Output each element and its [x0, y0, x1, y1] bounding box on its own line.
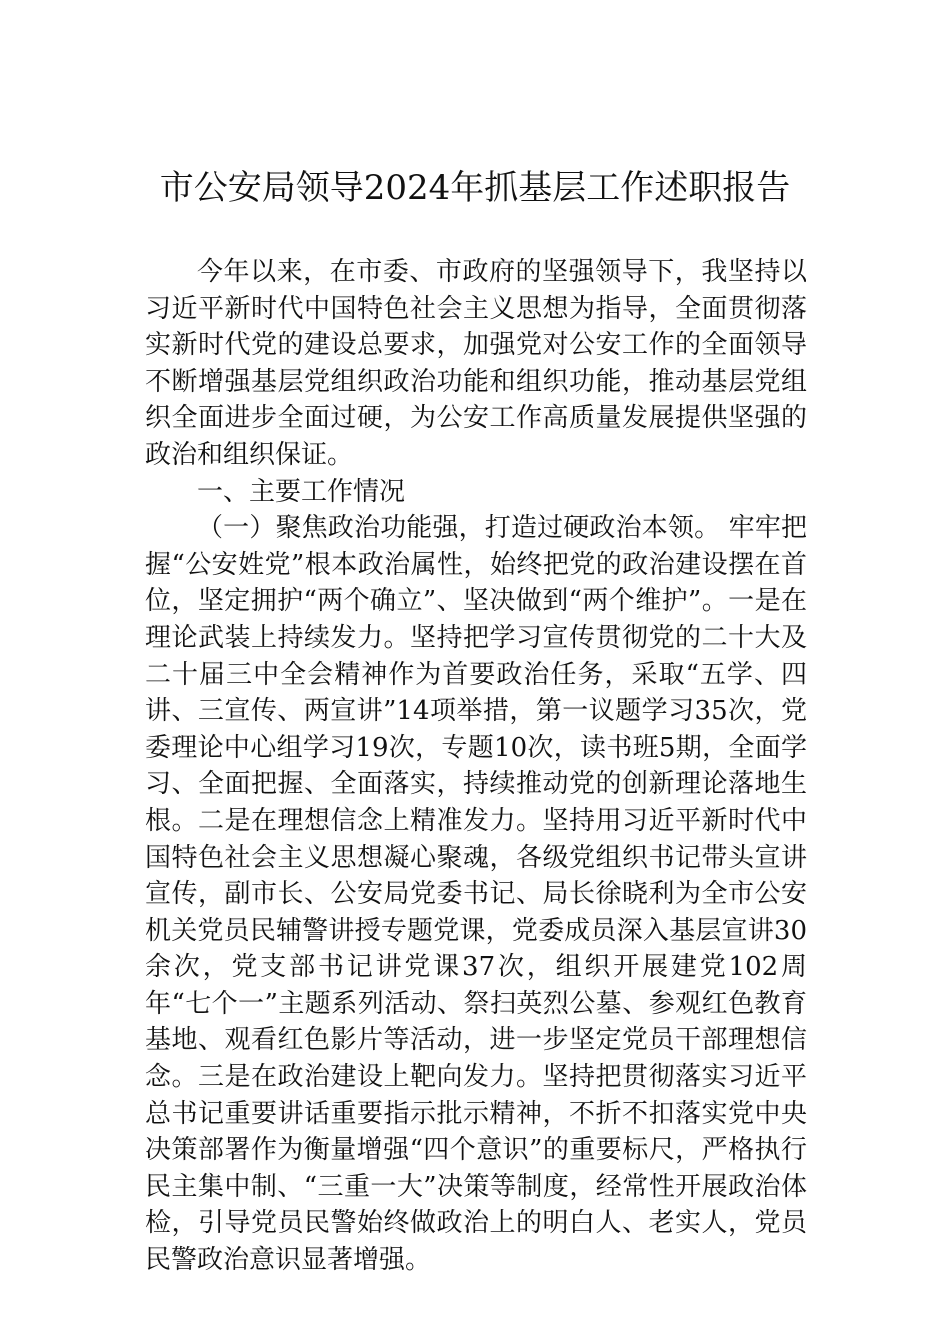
- intro-paragraph: 今年以来，在市委、市政府的坚强领导下，我坚持以习近平新时代中国特色社会主义思想为指导，全面贯彻落实新时代党的建设总要求，加强党对公安工作的全面领导不断增强基层党组织政治功能和组织功能，推动基层党组织全面进步全面过硬，为公安工作高质量发展提供坚强的政治和组织保证。: [145, 257, 807, 470]
- section-paragraph: （一）聚焦政治功能强，打造过硬政治本领。 牢牢把握“公安姓党”根本政治属性，始终把党的政治建设摆在首位，坚定拥护“两个确立”、坚决做到“两个维护”。一是在理论武装上持续发力。坚持把学习宣传贯彻党的二十大及二十届三中全会精神作为首要政治任务，采取“五学、四讲、三宣传、两宣讲”14项举措，第一议题学习35次，党委理论中心组学习19次，专题10次，读书班5期，全面学习、全面把握、全面落实，持续推动党的创新理论落地生根。二是在理想信念上精准发力。坚持用习近平新时代中国特色社会主义思想凝心聚魂，各级党组织书记带头宣讲宣传，副市长、公安局党委书记、局长徐晓利为全市公安机关党员民辅警讲授专题党课，党委成员深入基层宣讲30余次，党支部书记讲党课37次，组织开展建党102周年“七个一”主题系列活动、祭扫英烈公墓、参观红色教育基地、观看红色影片等活动，进一步坚定党员干部理想信念。三是在政治建设上靶向发力。坚持把贯彻落实习近平总书记重要讲话重要指示批示精神，不折不扣落实党中央决策部署作为衡量增强“四个意识”的重要标尺，严格执行民主集中制、“三重一大”决策等制度，经常性开展政治体检，引导党员民警始终做政治上的明白人、老实人，党员民警政治意识显著增强。: [145, 513, 807, 1276]
- document-body: [145, 254, 807, 1279]
- section-heading: 一、主要工作情况: [197, 476, 406, 507]
- document-title: 市公安局领导2024年抓基层工作述职报告: [159, 168, 791, 208]
